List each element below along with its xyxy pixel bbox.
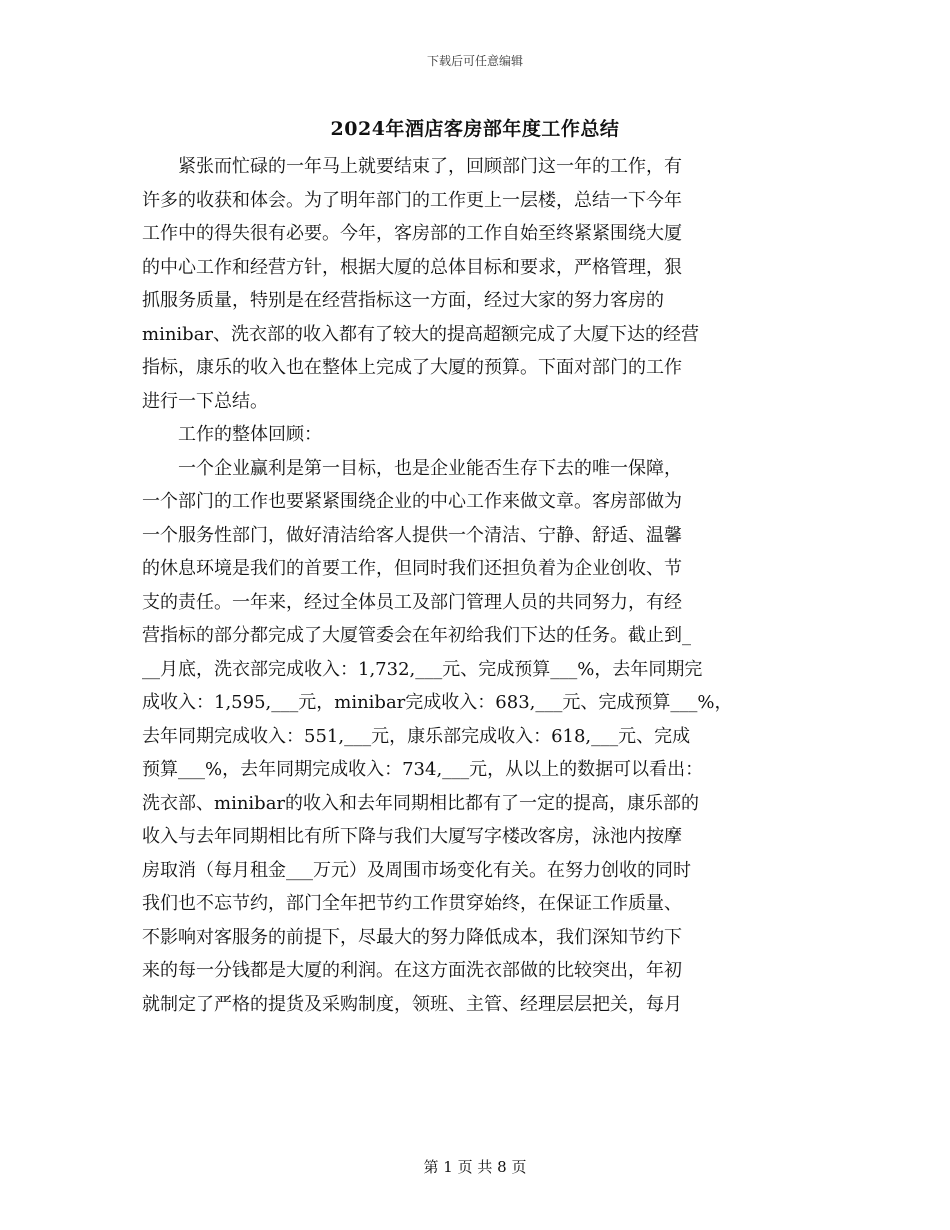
body-line: 预算___%，去年同期完成收入：734,___元，从以上的数据可以看出： bbox=[142, 759, 704, 780]
document-title: 2024年酒店客房部年度工作总结 bbox=[330, 118, 620, 140]
body-line: __月底，洗衣部完成收入：1,732,___元、完成预算___%，去年同期完 bbox=[142, 658, 703, 680]
body-line: 紧张而忙碌的一年马上就要结束了，回顾部门这一年的工作，有 bbox=[142, 156, 682, 177]
body-line: minibar、洗衣部的收入都有了较大的提高超额完成了大厦下达的经营 bbox=[142, 323, 700, 345]
body-line: 支的责任。一年来，经过全体员工及部门管理人员的共同努力，有经 bbox=[142, 591, 682, 613]
body-line: 许多的收获和体会。为了明年部门的工作更上一层楼，总结一下今年 bbox=[142, 189, 682, 211]
body-line: 就制定了严格的提货及采购制度，领班、主管、经理层层把关，每月 bbox=[142, 993, 682, 1015]
body-line: 进行一下总结。 bbox=[142, 390, 268, 412]
body-line: 收入与去年同期相比有所下降与我们大厦写字楼改客房，泳池内按摩 bbox=[142, 826, 682, 847]
body-line: 我们也不忘节约，部门全年把节约工作贯穿始终，在保证工作质量、 bbox=[142, 893, 682, 914]
body-line: 工作中的得失很有必要。今年，客房部的工作自始至终紧紧围绕大厦 bbox=[142, 223, 682, 244]
body-line: 的中心工作和经营方针，根据大厦的总体目标和要求，严格管理，狠 bbox=[142, 256, 682, 278]
body-line: 营指标的部分都完成了大厦管委会在年初给我们下达的任务。截止到_ bbox=[142, 625, 691, 646]
body-line: 一个部门的工作也要紧紧围绕企业的中心工作来做文章。客房部做为 bbox=[142, 491, 682, 512]
body-line: 去年同期完成收入：551,___元，康乐部完成收入：618,___元、完成 bbox=[142, 725, 691, 747]
document-body bbox=[142, 150, 832, 1021]
body-line: 不影响对客服务的前提下，尽最大的努力降低成本，我们深知节约下 bbox=[142, 926, 682, 948]
body-line: 的休息环境是我们的首要工作，但同时我们还担负着为企业创收、节 bbox=[142, 558, 682, 579]
page-header: 下载后可任意编辑 bbox=[426, 54, 523, 68]
page-footer: 第 1 页 共 8 页 bbox=[423, 1158, 527, 1176]
body-line: 指标，康乐的收入也在整体上完成了大厦的预算。下面对部门的工作 bbox=[142, 357, 682, 378]
body-line: 房取消（每月租金___万元）及周围市场变化有关。在努力创收的同时 bbox=[142, 859, 691, 881]
body-line: 来的每一分钱都是大厦的利润。在这方面洗衣部做的比较突出，年初 bbox=[142, 960, 682, 981]
body-line: 洗衣部、minibar的收入和去年同期相比都有了一定的提高，康乐部的 bbox=[142, 792, 700, 814]
body-line: 一个服务性部门，做好清洁给客人提供一个清洁、宁静、舒适、温馨 bbox=[142, 524, 682, 546]
body-line: 抓服务质量，特别是在经营指标这一方面，经过大家的努力客房的 bbox=[142, 290, 664, 311]
section-heading: 工作的整体回顾： bbox=[142, 424, 322, 445]
body-line: 成收入：1,595,___元，minibar完成收入：683,___元、完成预算___%， bbox=[142, 692, 733, 713]
body-line: 一个企业赢利是第一目标，也是企业能否生存下去的唯一保障， bbox=[142, 457, 682, 479]
